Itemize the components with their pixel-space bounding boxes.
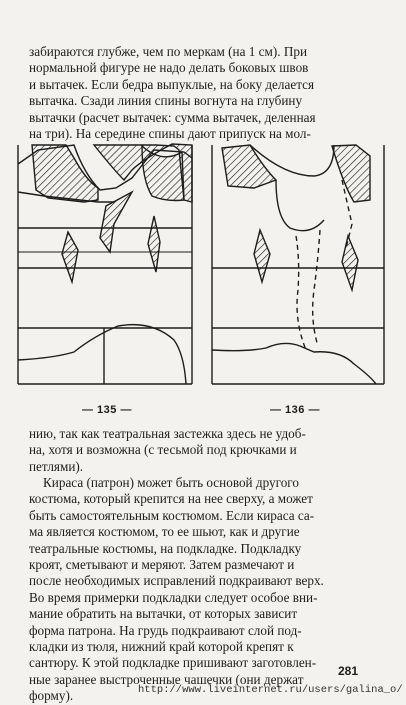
text-line: на, хотя и возможна (с тесьмой под крючками и bbox=[29, 442, 297, 458]
text-line: вытачки (расчет вытачек: сумма вытачек, деленная bbox=[29, 109, 316, 125]
text-line: ма является костюмом, то ее шьют, как и другие bbox=[29, 524, 300, 540]
paragraph-top bbox=[29, 44, 368, 142]
figure-label-136: — 136 — bbox=[270, 404, 320, 416]
text-line: кладки из тюля, нижний край которой крепят к bbox=[29, 639, 294, 655]
text-line: петлями). bbox=[29, 458, 84, 474]
text-line: форму). bbox=[29, 688, 74, 704]
text-line: быть самостоятельным костюмом. Если кираса са- bbox=[29, 507, 315, 523]
text-line: забираются глубже, чем по меркам (на 1 см). При bbox=[29, 44, 308, 59]
text-line: Кираса (патрон) может быть основой другого bbox=[43, 475, 299, 490]
text-line: после необходимых исправлений подкраивают верх. bbox=[29, 573, 324, 589]
text-line: нормальной фигуре не надо делать боковых швов bbox=[29, 60, 309, 76]
text-line: Во время примерки подкладки следует особое вни- bbox=[29, 589, 318, 605]
text-line: театральные костюмы, на подкладке. Подкладку bbox=[29, 540, 302, 556]
text-line: сантюру. К этой подкладке пришивают заготовлен- bbox=[29, 655, 317, 671]
figure-135-drawing bbox=[18, 144, 192, 384]
text-line: нию, так как театральная застежка здесь не удоб- bbox=[29, 426, 306, 441]
figure-136-drawing bbox=[212, 145, 384, 384]
text-line: кроят, сметывают и меряют. Затем размечают и bbox=[29, 557, 295, 573]
text-line: мание обратить на вытачки, от которых зависит bbox=[29, 606, 298, 622]
figure-label-135: — 135 — bbox=[82, 404, 132, 416]
paragraph-kirasa bbox=[29, 475, 368, 705]
text-line: форма патрона. На грудь подкраивают слой под- bbox=[29, 622, 302, 638]
pattern-figure bbox=[14, 140, 394, 412]
text-line: и вытачек. Если бедра выпуклые, на боку делается bbox=[29, 76, 315, 92]
text-line: костюма, который крепится на нее сверху, а может bbox=[29, 491, 313, 507]
paragraph-continuation bbox=[29, 426, 368, 475]
text-line: ные заранее выстроченные чашечки (они держат bbox=[29, 671, 304, 687]
text-line: вытачка. Сзади линия спины вогнута на глубину bbox=[29, 93, 303, 109]
page-number: 281 bbox=[338, 664, 359, 678]
text-line: на три). На середине спины дают припуск на мол- bbox=[29, 126, 311, 142]
watermark-url[interactable]: http://www.liveinternet.ru/users/galina_o/ bbox=[138, 684, 403, 696]
